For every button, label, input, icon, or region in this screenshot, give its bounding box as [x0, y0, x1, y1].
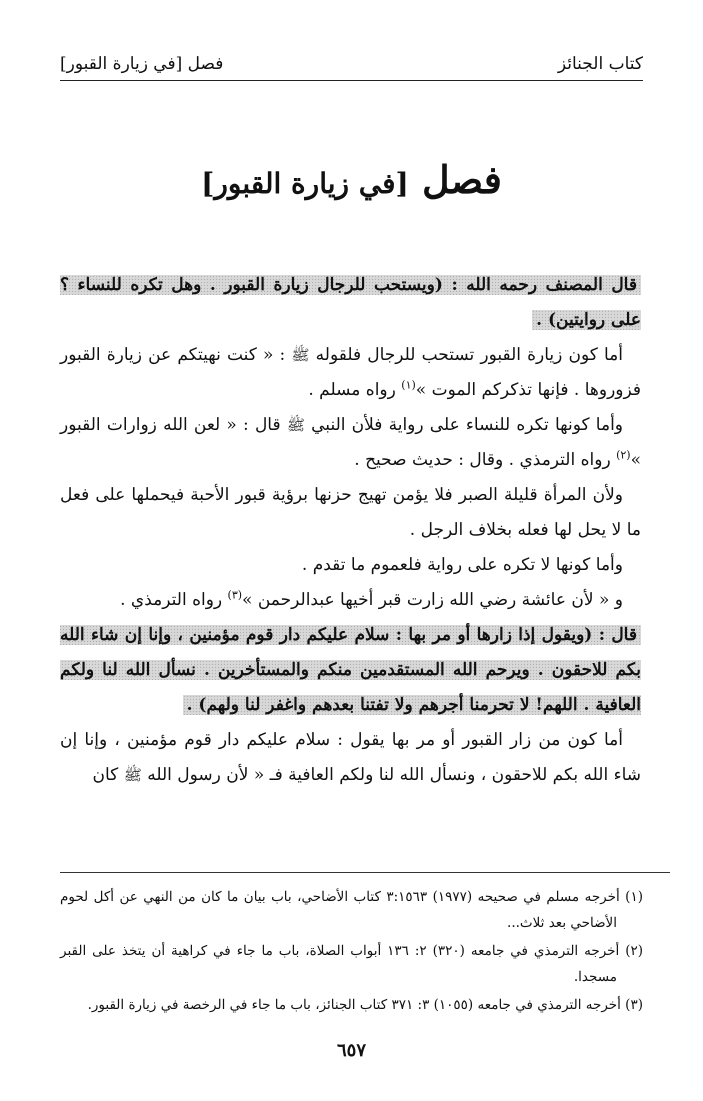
commentary-paragraph-2	[60, 408, 641, 478]
paragraph-5-part-a: و « لأن عائشة رضي الله زارت قبر أخيها عبدالرحمن »	[242, 590, 623, 610]
footnote-2: (٢) أخرجه الترمذي في جامعه (٣٢٠) ٢: ١٣٦ أبواب الصلاة، باب ما جاء في كراهية أن يتخذ على القبر مسجدا.	[60, 943, 644, 985]
honorific-symbol: ﷺ	[291, 346, 310, 364]
paragraph-1-part-b: : « كنت نهيتكم عن زيارة القبور فزوروها . فإنها تذكركم الموت »	[60, 345, 641, 400]
paragraph-2-part-c: رواه الترمذي . وقال : حديث صحيح .	[354, 450, 611, 470]
footnote-1: (١) أخرجه مسلم في صحيحه (١٩٧٧) ٣:١٥٦٣ كتاب الأضاحي، باب بيان ما كان من النهي عن أكل لحوم الأضاحي بعد ثلاث...	[60, 889, 643, 931]
footnote-divider	[60, 872, 670, 873]
commentary-paragraph-6	[60, 723, 641, 793]
paragraph-6-part-b: كان	[92, 765, 119, 785]
main-text	[60, 268, 641, 793]
matn-block-1	[60, 268, 641, 338]
chapter-title-subject: [في زيارة القبور]	[201, 167, 409, 200]
chapter-title	[60, 150, 643, 214]
commentary-paragraph-4: وأما كونها لا تكره على رواية فلعموم ما تقدم .	[301, 555, 623, 575]
commentary-paragraph-1	[60, 338, 641, 408]
footnotes	[60, 884, 643, 1020]
paragraph-1-part-a: أما كون زيارة القبور تستحب للرجال فلقوله	[315, 345, 623, 365]
footnote-ref-3: (٣)	[227, 588, 243, 602]
paragraph-2-part-b: قال : « لعن الله زوارات القبور »	[60, 415, 641, 470]
paragraph-1-part-c: رواه مسلم .	[308, 380, 396, 400]
header-book-title: كتاب الجنائز	[557, 54, 643, 74]
matn-text-1: قال المصنف رحمه الله : (ويستحب للرجال زيارة القبور . وهل تكره للنساء ؟ على روايتين) .	[60, 275, 641, 330]
matn-text-2: قال : (ويقول إذا زارها أو مر بها : سلام عليكم دار قوم مؤمنين ، وإنا إن شاء الله بكم للاحقون . ويرحم الله المستقدمين منكم والمستأخرين . نسأل الله لنا ولكم العافية . اللهم! لا تحرمنا أجرهم ولا تفتنا بعدهم واغفر لنا ولهم) .	[60, 625, 641, 715]
header-divider	[60, 80, 643, 81]
footnote-3: (٣) أخرجه الترمذي في جامعه (١٠٥٥) ٣: ٣٧١ كتاب الجنائز، باب ما جاء في الرخصة في زيارة القبور.	[87, 997, 643, 1013]
paragraph-5-part-b: رواه الترمذي .	[120, 590, 223, 610]
commentary-paragraph-3: ولأن المرأة قليلة الصبر فلا يؤمن تهيج حزنها برؤية قبور الأحبة فيحملها على فعل ما لا يحل لها فعله بخلاف الرجل .	[60, 485, 641, 540]
page-number: ٦٥٧	[336, 1040, 366, 1061]
header-section-title: فصل [في زيارة القبور]	[60, 54, 224, 74]
chapter-title-main: فصل	[422, 157, 502, 202]
matn-block-2	[60, 618, 641, 723]
paragraph-2-part-a: وأما كونها تكره للنساء على رواية فلأن النبي	[311, 415, 624, 435]
footnote-ref-1: (١)	[401, 378, 416, 392]
honorific-symbol: ﷺ	[286, 416, 305, 434]
honorific-symbol: ﷺ	[123, 766, 142, 784]
footnote-ref-2: (٢)	[616, 448, 631, 462]
commentary-paragraph-5	[60, 583, 641, 618]
paragraph-6-part-a: أما كون من زار القبور أو مر بها يقول : سلام عليكم دار قوم مؤمنين ، وإنا إن شاء الله بكم للاحقون ، ونسأل الله لنا ولكم العافية فـ « لأن رسول الله	[60, 730, 641, 785]
running-header	[60, 46, 643, 76]
